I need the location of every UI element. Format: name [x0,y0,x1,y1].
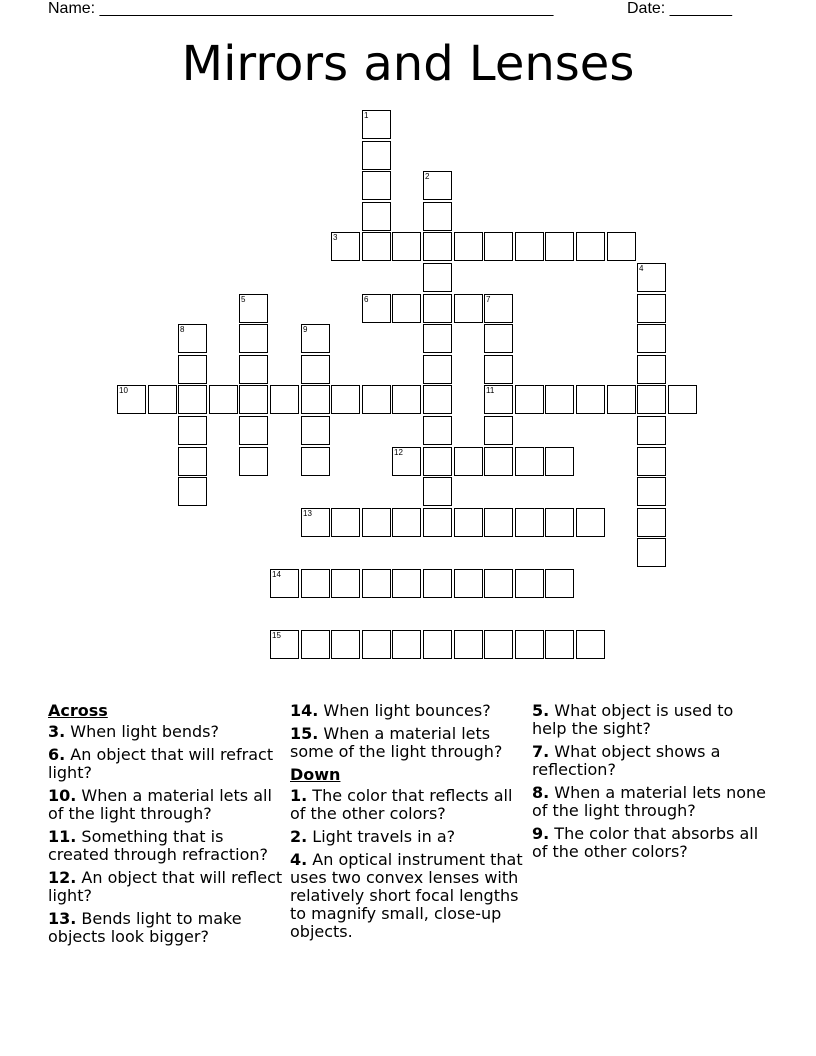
crossword-cell[interactable] [362,385,391,414]
crossword-cell[interactable] [362,141,391,170]
crossword-cell[interactable] [484,630,513,659]
page-title: Mirrors and Lenses [181,36,635,92]
crossword-cell[interactable] [331,569,360,598]
crossword-cell[interactable] [423,324,452,353]
cell-number: 15 [272,631,281,640]
clue-across-11: 11. Something that is created through refraction? [48,827,269,864]
crossword-cell[interactable] [545,630,574,659]
clue-down-2: 2. Light travels in a? [290,827,456,846]
crossword-cell[interactable] [301,569,330,598]
crossword-cell[interactable] [607,385,636,414]
crossword-cell[interactable] [454,569,483,598]
crossword-cell[interactable] [454,232,483,261]
crossword-cell[interactable] [178,324,207,353]
cell-number: 2 [425,172,430,181]
crossword-cell[interactable] [484,294,513,323]
crossword-cell[interactable] [484,416,513,445]
crossword-cell[interactable] [454,447,483,476]
crossword-cell[interactable] [423,171,452,200]
clue-across-14: 14. When light bounces? [290,701,491,720]
across-heading: Across [48,701,108,720]
crossword-cell[interactable] [301,416,330,445]
crossword-cell[interactable] [239,324,268,353]
crossword-cell[interactable] [545,447,574,476]
crossword-cell[interactable] [668,385,697,414]
clue-down-9: 9. The color that absorbs all of the other colors? [532,824,759,861]
cell-number: 11 [486,386,495,395]
crossword-cell[interactable] [392,385,421,414]
crossword-cell[interactable] [362,232,391,261]
crossword-cell[interactable] [545,232,574,261]
crossword-cell[interactable] [423,447,452,476]
crossword-cell[interactable] [637,324,666,353]
crossword-cell[interactable] [392,508,421,537]
clue-down-1: 1. The color that reflects all of the other colors? [290,786,513,823]
cell-number: 1 [364,111,369,120]
crossword-cell[interactable] [270,569,299,598]
cell-number: 3 [333,233,338,242]
crossword-cell[interactable] [362,569,391,598]
crossword-cell[interactable] [178,355,207,384]
crossword-cell[interactable] [637,477,666,506]
crossword-cell[interactable] [178,416,207,445]
clues-column-3 [532,702,768,866]
crossword-cell[interactable] [454,294,483,323]
crossword-cell[interactable] [392,447,421,476]
crossword-cell[interactable] [362,110,391,139]
crossword-cell[interactable] [515,385,544,414]
crossword-cell[interactable] [392,294,421,323]
crossword-cell[interactable] [576,385,605,414]
crossword-cell[interactable] [484,355,513,384]
clue-down-5: 5. What object is used to help the sight? [532,701,734,738]
crossword-cell[interactable] [331,630,360,659]
crossword-cell[interactable] [178,385,207,414]
crossword-cell[interactable] [362,630,391,659]
crossword-cell[interactable] [423,508,452,537]
cell-number: 5 [241,295,246,304]
crossword-cell[interactable] [178,447,207,476]
crossword-cell[interactable] [209,385,238,414]
cell-number: 6 [364,295,369,304]
crossword-cell[interactable] [423,202,452,231]
crossword-cell[interactable] [301,385,330,414]
crossword-cell[interactable] [239,294,268,323]
crossword-cell[interactable] [484,447,513,476]
crossword-cell[interactable] [362,508,391,537]
crossword-cell[interactable] [515,508,544,537]
crossword-cell[interactable] [515,569,544,598]
crossword-cell[interactable] [239,355,268,384]
clue-across-3: 3. When light bends? [48,722,220,741]
down-heading: Down [290,765,341,784]
crossword-cell[interactable] [515,232,544,261]
clue-down-4: 4. An optical instrument that uses two convex lenses with relatively short focal lengths to magnify small, close-up objects. [290,850,523,941]
crossword-cell[interactable] [423,630,452,659]
date-field[interactable]: Date: _______ [627,0,732,17]
crossword-cell[interactable] [637,447,666,476]
crossword-cell[interactable] [331,508,360,537]
crossword-cell[interactable] [454,508,483,537]
name-field[interactable]: Name: ___________________________________________________ [48,0,554,17]
cell-number: 4 [639,264,644,273]
crossword-cell[interactable] [239,447,268,476]
crossword-cell[interactable] [423,294,452,323]
cell-number: 14 [272,570,281,579]
crossword-cell[interactable] [484,385,513,414]
crossword-cell[interactable] [576,630,605,659]
cell-number: 13 [303,509,312,518]
crossword-cell[interactable] [576,232,605,261]
crossword-cell[interactable] [637,416,666,445]
clue-across-13: 13. Bends light to make objects look bigger? [48,909,242,946]
crossword-cell[interactable] [515,447,544,476]
crossword-cell[interactable] [392,569,421,598]
crossword-cell[interactable] [239,416,268,445]
clue-down-8: 8. When a material lets none of the light through? [532,783,766,820]
crossword-cell[interactable] [362,202,391,231]
crossword-cell[interactable] [270,385,299,414]
cell-number: 10 [119,386,128,395]
crossword-cell[interactable] [637,385,666,414]
crossword-cell[interactable] [178,477,207,506]
crossword-cell[interactable] [423,263,452,292]
crossword-cell[interactable] [484,324,513,353]
crossword-cell[interactable] [545,385,574,414]
crossword-cell[interactable] [454,630,483,659]
crossword-cell[interactable] [423,232,452,261]
crossword-cell[interactable] [423,416,452,445]
crossword-cell[interactable] [331,385,360,414]
crossword-cell[interactable] [607,232,636,261]
cell-number: 9 [303,325,308,334]
crossword-cell[interactable] [331,232,360,261]
crossword-cell[interactable] [423,385,452,414]
crossword-cell[interactable] [515,630,544,659]
crossword-cell[interactable] [484,569,513,598]
crossword-cell[interactable] [301,508,330,537]
crossword-cell[interactable] [362,294,391,323]
cell-number: 8 [180,325,185,334]
crossword-cell[interactable] [148,385,177,414]
crossword-cell[interactable] [637,294,666,323]
crossword-cell[interactable] [637,263,666,292]
crossword-cell[interactable] [423,355,452,384]
clue-across-12: 12. An object that will reflect light? [48,868,283,905]
clue-across-15: 15. When a material lets some of the light through? [290,724,503,761]
crossword-cell[interactable] [117,385,146,414]
crossword-cell[interactable] [545,508,574,537]
crossword-cell[interactable] [637,355,666,384]
crossword-cell[interactable] [301,630,330,659]
crossword-cell[interactable] [301,355,330,384]
clues-column-2 [290,702,526,946]
crossword-cell[interactable] [239,385,268,414]
cell-number: 7 [486,295,491,304]
crossword-cell[interactable] [301,324,330,353]
crossword-cell[interactable] [423,477,452,506]
crossword-cell[interactable] [301,447,330,476]
crossword-cell[interactable] [484,232,513,261]
crossword-cell[interactable] [545,569,574,598]
clue-across-10: 10. When a material lets all of the light through? [48,786,272,823]
clues-column-1 [48,702,284,951]
crossword-cell[interactable] [392,630,421,659]
crossword-cell[interactable] [576,508,605,537]
clue-down-7: 7. What object shows a reflection? [532,742,721,779]
crossword-cell[interactable] [423,569,452,598]
crossword-cell[interactable] [637,508,666,537]
clue-across-6: 6. An object that will refract light? [48,745,274,782]
crossword-cell[interactable] [270,630,299,659]
crossword-cell[interactable] [637,538,666,567]
crossword-cell[interactable] [484,508,513,537]
crossword-cell[interactable] [362,171,391,200]
crossword-cell[interactable] [392,232,421,261]
cell-number: 12 [394,448,403,457]
